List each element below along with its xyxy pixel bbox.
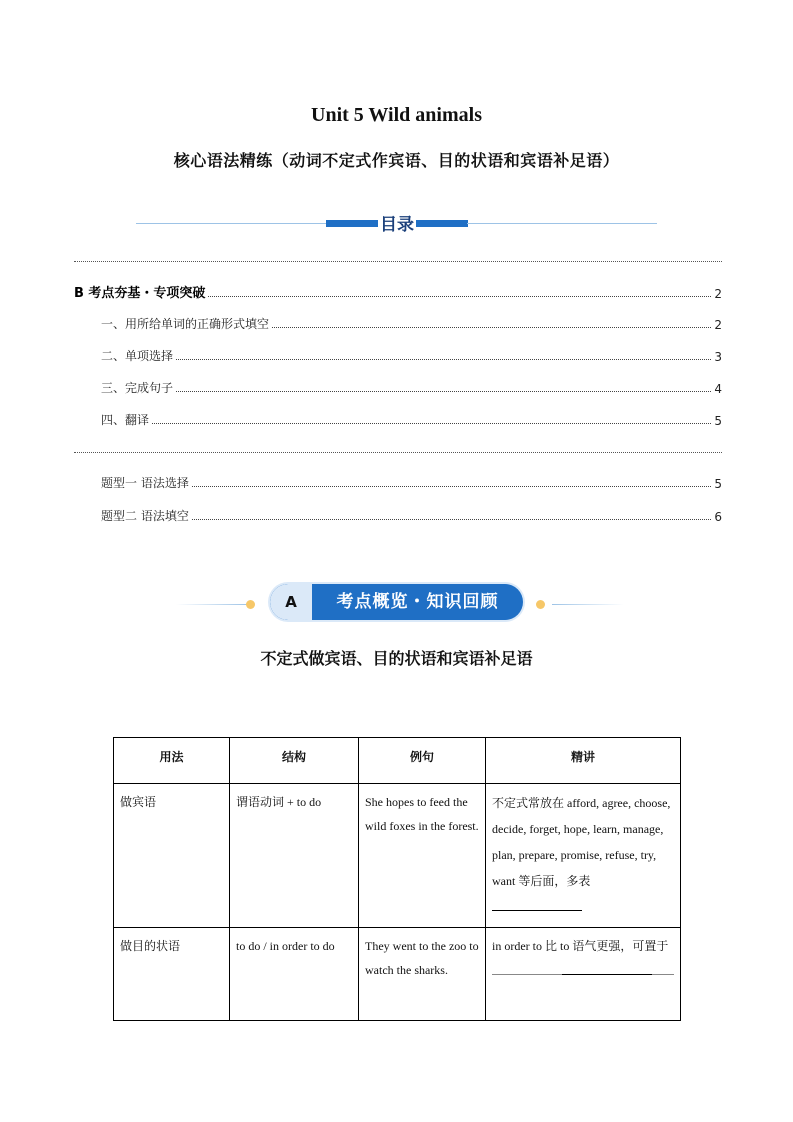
example-text: They went to the zoo to watch the sharks. (365, 939, 479, 977)
toc-divider (74, 452, 722, 453)
toc-entry-page: 2 (714, 318, 722, 332)
toc-leader (208, 296, 711, 297)
toc-entry-4[interactable] (101, 410, 722, 428)
toc-entry-3[interactable] (101, 378, 722, 396)
banner-line-left (176, 604, 248, 605)
example-text: She hopes to feed the wild foxes in the forest. (365, 795, 479, 833)
toc-entry-page: 4 (714, 382, 722, 396)
toc-entry-page: 2 (714, 287, 722, 301)
table-header-row (114, 738, 681, 784)
structure-text: to do / in order to do (236, 939, 335, 953)
toc-leader (192, 486, 712, 487)
banner-line-right (552, 604, 624, 605)
structure-en: + to do (287, 795, 322, 809)
document-title: Unit 5 Wild animals (311, 104, 482, 126)
toc-leader (176, 391, 711, 392)
toc-entry-page: 5 (714, 477, 722, 491)
document-subtitle: 核心语法精练（动词不定式作宾语、目的状语和宾语补足语） (173, 151, 620, 170)
header-usage: 用法 (114, 738, 230, 784)
toc-header-line-left (136, 223, 326, 224)
cell-example (359, 784, 486, 928)
cell-structure (230, 928, 359, 1021)
note-en: afford, agree, choose, decide, forget, hope, learn, manage, plan, prepare, promise, refuse, try, want (492, 796, 671, 888)
usage-text: 做目的状语 (120, 939, 181, 953)
toc-entry-page: 3 (714, 350, 722, 364)
toc-heading: 目录 (380, 215, 414, 235)
note-en-2: to (560, 939, 570, 953)
toc-leader (176, 359, 711, 360)
toc-entry-label: 四、翻译 (101, 413, 150, 427)
note-zh-2: 等后面，多表 (518, 874, 591, 888)
toc-entry-page: 5 (714, 414, 722, 428)
structure-zh: 谓语动词 (236, 795, 285, 809)
toc-entry-label: B 考点夯基・专项突破 (74, 286, 206, 301)
toc-divider (74, 261, 722, 262)
toc-entry-type-2[interactable] (101, 506, 722, 524)
toc-entry-1[interactable] (101, 314, 722, 332)
toc-header-bar-left (326, 220, 378, 227)
toc-header-line-right (467, 223, 657, 224)
toc-entry-page: 6 (714, 510, 722, 524)
note-zh-1: 比 (545, 939, 558, 953)
section-title: 不定式做宾语、目的状语和宾语补足语 (260, 649, 533, 668)
toc-leader (192, 519, 712, 520)
cell-structure (230, 784, 359, 928)
toc-entry-label: 一、用所给单词的正确形式填空 (101, 317, 270, 331)
toc-leader (152, 423, 711, 424)
answer-blank[interactable] (492, 960, 674, 975)
banner-pill (270, 584, 523, 620)
cell-example (359, 928, 486, 1021)
header-example: 例句 (359, 738, 486, 784)
toc-header-bar-right (416, 220, 468, 227)
table-row (114, 784, 681, 928)
cell-note (486, 928, 681, 1021)
cell-usage (114, 928, 230, 1021)
answer-blank[interactable] (492, 898, 582, 911)
toc-header (136, 208, 657, 238)
toc-entry-label: 二、单项选择 (101, 349, 174, 363)
cell-usage (114, 784, 230, 928)
banner-dot-right (536, 600, 545, 609)
header-note: 精讲 (486, 738, 681, 784)
banner-letter: A (270, 584, 312, 620)
usage-text: 做宾语 (120, 795, 157, 809)
banner-dot-left (246, 600, 255, 609)
toc-entry-2[interactable] (101, 346, 722, 364)
table-row (114, 928, 681, 1021)
toc-entry-label: 题型一 语法选择 (101, 476, 189, 490)
toc-entry-type-1[interactable] (101, 473, 722, 491)
toc-entry-label: 题型二 语法填空 (101, 509, 189, 523)
toc-leader (272, 327, 711, 328)
note-zh-2: 语气更强，可置于 (572, 939, 669, 953)
cell-note (486, 784, 681, 928)
note-en-1: in order to (492, 939, 542, 953)
grammar-table (113, 737, 681, 1021)
toc-entry-section-b[interactable] (74, 283, 722, 301)
banner-text: 考点概览・知识回顾 (336, 592, 499, 612)
header-structure: 结构 (230, 738, 359, 784)
section-a-banner (176, 584, 624, 622)
toc-entry-label: 三、完成句子 (101, 381, 174, 395)
note-zh-1: 不定式常放在 (492, 796, 565, 810)
